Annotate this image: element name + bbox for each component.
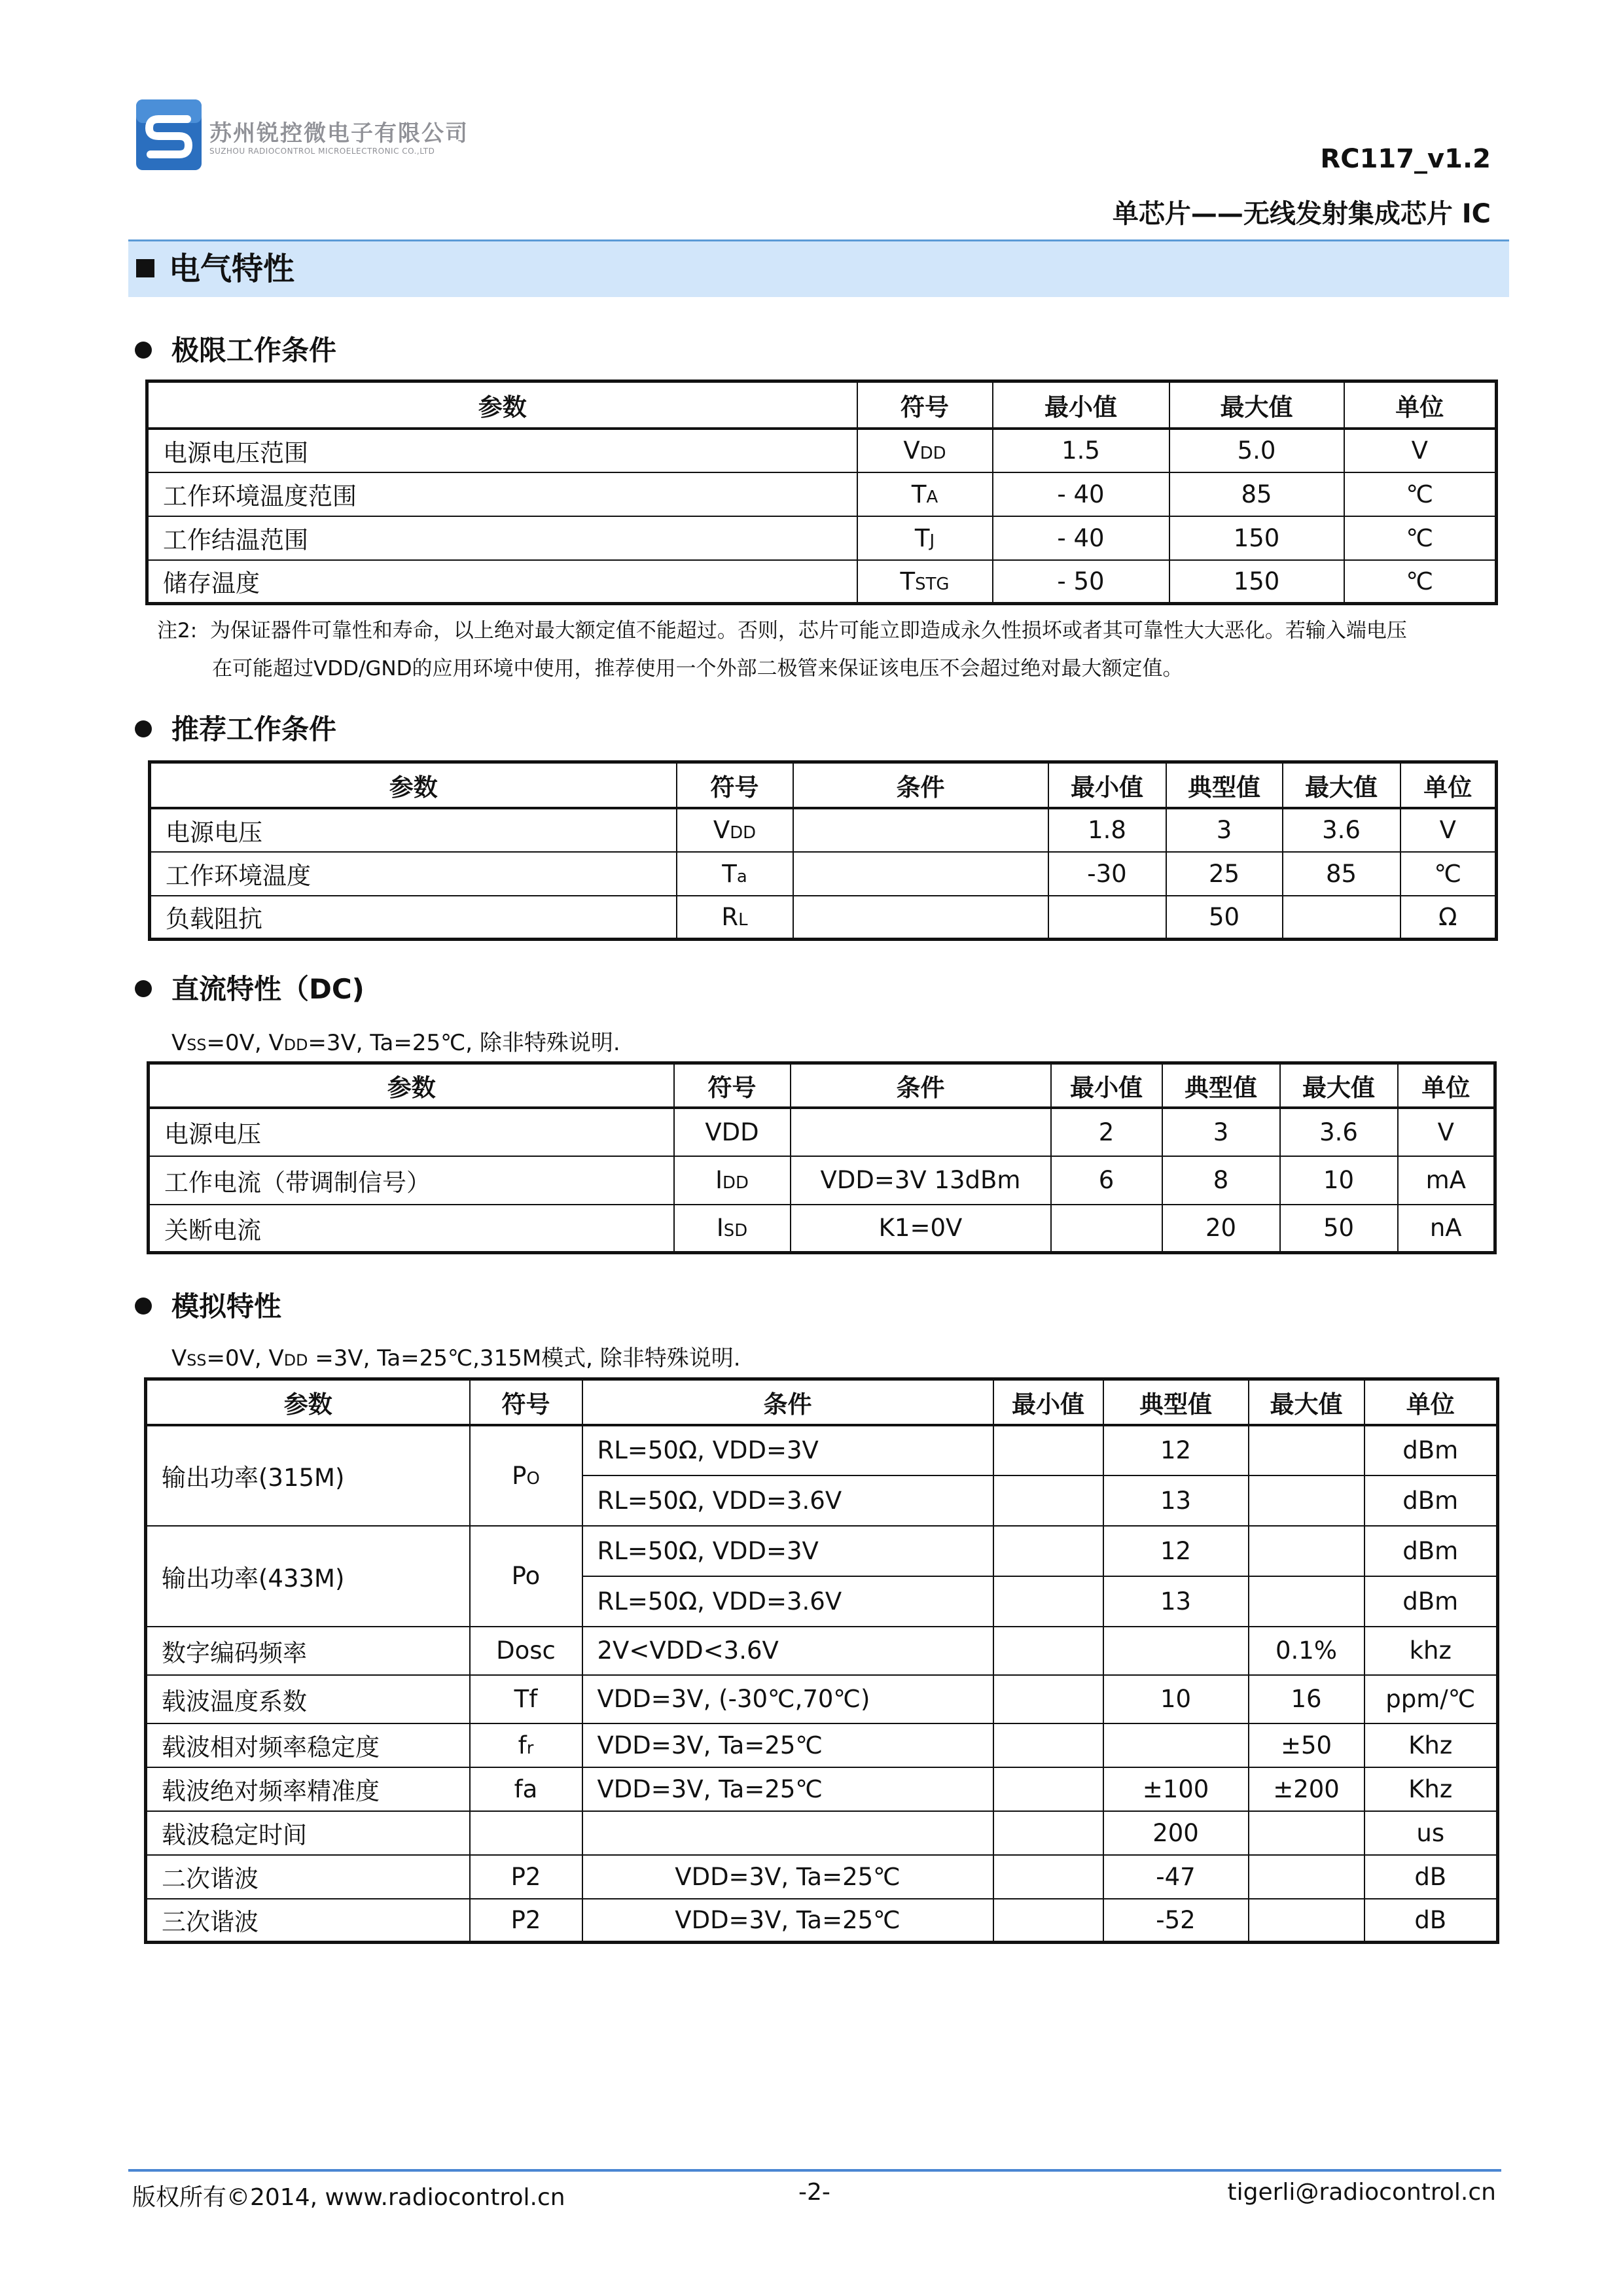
table-row: 输出功率(433M) Po RL=50Ω, VDD=3V 12 dBm <box>146 1526 1498 1576</box>
table-row: 载波稳定时间 200 us <box>146 1811 1498 1855</box>
abs-max-note: 注2: 为保证器件可靠性和寿命，以上绝对最大额定值不能超过。否则，芯片可能立即造成永久性损坏或者其可靠性大大恶化。若输入端电压 在可能超过VDD/GND的应用环境中使用，推荐使用一个外部二极管来保证该电压不会超过绝对最大额定值。 <box>157 619 1407 680</box>
dc-table: 参数 符号 条件 最小值 典型值 最大值 单位 电源电压 VDD 2 3 3.6 V 工作电流（带调制信号） IDD VDD=3V 13dBm 6 8 10 mA 关断电流 ISD K1=0V 20 50 nA <box>147 1061 1497 1254</box>
table-row: 二次谐波 P2 VDD=3V, Ta=25℃ -47 dB <box>146 1855 1498 1899</box>
company-logo <box>136 99 202 170</box>
table-row: RL=50Ω, VDD=3.6V 13 dBm <box>146 1576 1498 1627</box>
col-header: 最小值 <box>993 381 1169 429</box>
table-row: 电源电压 VDD 1.8 3 3.6 V <box>150 808 1497 852</box>
dc-conditions: VSS=0V, VDD=3V, Ta=25℃, 除非特殊说明. <box>171 1030 620 1056</box>
analog-table: 参数 符号 条件 最小值 典型值 最大值 单位 输出功率(315M) PO RL=50Ω, VDD=3V 12 dBm RL=50Ω, VDD=3.6V 13 dBm 输出功率(433M) Po RL=50Ω, VDD=3V 12 dBm RL=50Ω, VDD=3.6V 13 dBm 数字编码频率 Dosc 2V<VDD<3.6V 0.1% khz 载波温度系数 Tf VDD=3V, (-30℃,70℃) 10 16 ppm/℃ 载波相对频率稳定度 fr VDD=3V, Ta=25℃ ±50 Khz 载波绝对频率精准度 fa VDD=3V, Ta=25℃ ±100 ±200 Khz 载波稳定时间 200 us 二次谐波 P2 VDD=3V, Ta=25℃ -47 dB 三次谐波 P2 VDD=3V, Ta=25℃ -52 dB <box>144 1377 1499 1944</box>
dc-heading: 直流特性（DC) <box>135 968 365 1007</box>
col-header: 参数 <box>147 381 857 429</box>
col-header: 最大值 <box>1169 381 1344 429</box>
footer-email: tigerli@radiocontrol.cn <box>1227 2179 1496 2206</box>
analog-heading: 模拟特性 <box>135 1285 281 1324</box>
table-row: 关断电流 ISD K1=0V 20 50 nA <box>149 1205 1495 1253</box>
bullet-icon <box>135 720 152 737</box>
document-code: RC117_v1.2 <box>1320 144 1491 174</box>
table-row: 工作环境温度 Ta -30 25 85 ℃ <box>150 852 1497 896</box>
table-row: 载波温度系数 Tf VDD=3V, (-30℃,70℃) 10 16 ppm/℃ <box>146 1675 1498 1723</box>
table-row: 载波绝对频率精准度 fa VDD=3V, Ta=25℃ ±100 ±200 Khz <box>146 1767 1498 1811</box>
abs-max-table <box>145 380 1498 605</box>
section-title: 电气特性 <box>169 251 295 287</box>
table-row: 电源电压 VDD 2 3 3.6 V <box>149 1108 1495 1156</box>
table-row: 负载阻抗 RL 50 Ω <box>150 896 1497 940</box>
table-row: 工作环境温度范围 TA - 40 85 ℃ <box>147 472 1497 516</box>
table-row: 载波相对频率稳定度 fr VDD=3V, Ta=25℃ ±50 Khz <box>146 1723 1498 1767</box>
footer-copyright: 版权所有©2014, www.radiocontrol.cn <box>132 2184 565 2211</box>
col-header: 单位 <box>1344 381 1497 429</box>
analog-conditions: VSS=0V, VDD =3V, Ta=25℃,315M模式, 除非特殊说明. <box>171 1345 741 1371</box>
bullet-icon <box>135 1298 152 1315</box>
table-row: 三次谐波 P2 VDD=3V, Ta=25℃ -52 dB <box>146 1899 1498 1943</box>
table-row: 工作电流（带调制信号） IDD VDD=3V 13dBm 6 8 10 mA <box>149 1156 1495 1205</box>
table-row: 电源电压范围 VDD 1.5 5.0 V <box>147 429 1497 472</box>
company-name-en: SUZHOU RADIOCONTROL MICROELECTRONIC CO.,LTD <box>209 147 435 156</box>
company-name-cn: 苏州锐控微电子有限公司 <box>209 120 469 147</box>
footer-divider <box>128 2169 1501 2172</box>
col-header: 符号 <box>857 381 993 429</box>
bullet-icon <box>135 980 152 997</box>
abs-max-heading: 极限工作条件 <box>135 329 336 368</box>
table-row: 储存温度 TSTG - 50 150 ℃ <box>147 560 1497 604</box>
recommended-table: 参数 符号 条件 最小值 典型值 最大值 单位 电源电压 VDD 1.8 3 3.6 V 工作环境温度 Ta -30 25 85 ℃ 负载阻抗 RL 50 Ω <box>148 760 1498 941</box>
document-title: 单芯片——无线发射集成芯片 IC <box>1112 199 1491 229</box>
note-label: 注2: <box>157 619 198 643</box>
recommended-heading: 推荐工作条件 <box>135 708 336 747</box>
section-title-bar <box>128 239 1509 297</box>
table-row: RL=50Ω, VDD=3.6V 13 dBm <box>146 1475 1498 1526</box>
table-row: 数字编码频率 Dosc 2V<VDD<3.6V 0.1% khz <box>146 1627 1498 1675</box>
bullet-icon <box>135 342 152 359</box>
footer-page-number: -2- <box>798 2179 830 2206</box>
square-bullet-icon <box>136 259 154 277</box>
table-row: 工作结温范围 TJ - 40 150 ℃ <box>147 516 1497 560</box>
table-row: 输出功率(315M) PO RL=50Ω, VDD=3V 12 dBm <box>146 1425 1498 1475</box>
